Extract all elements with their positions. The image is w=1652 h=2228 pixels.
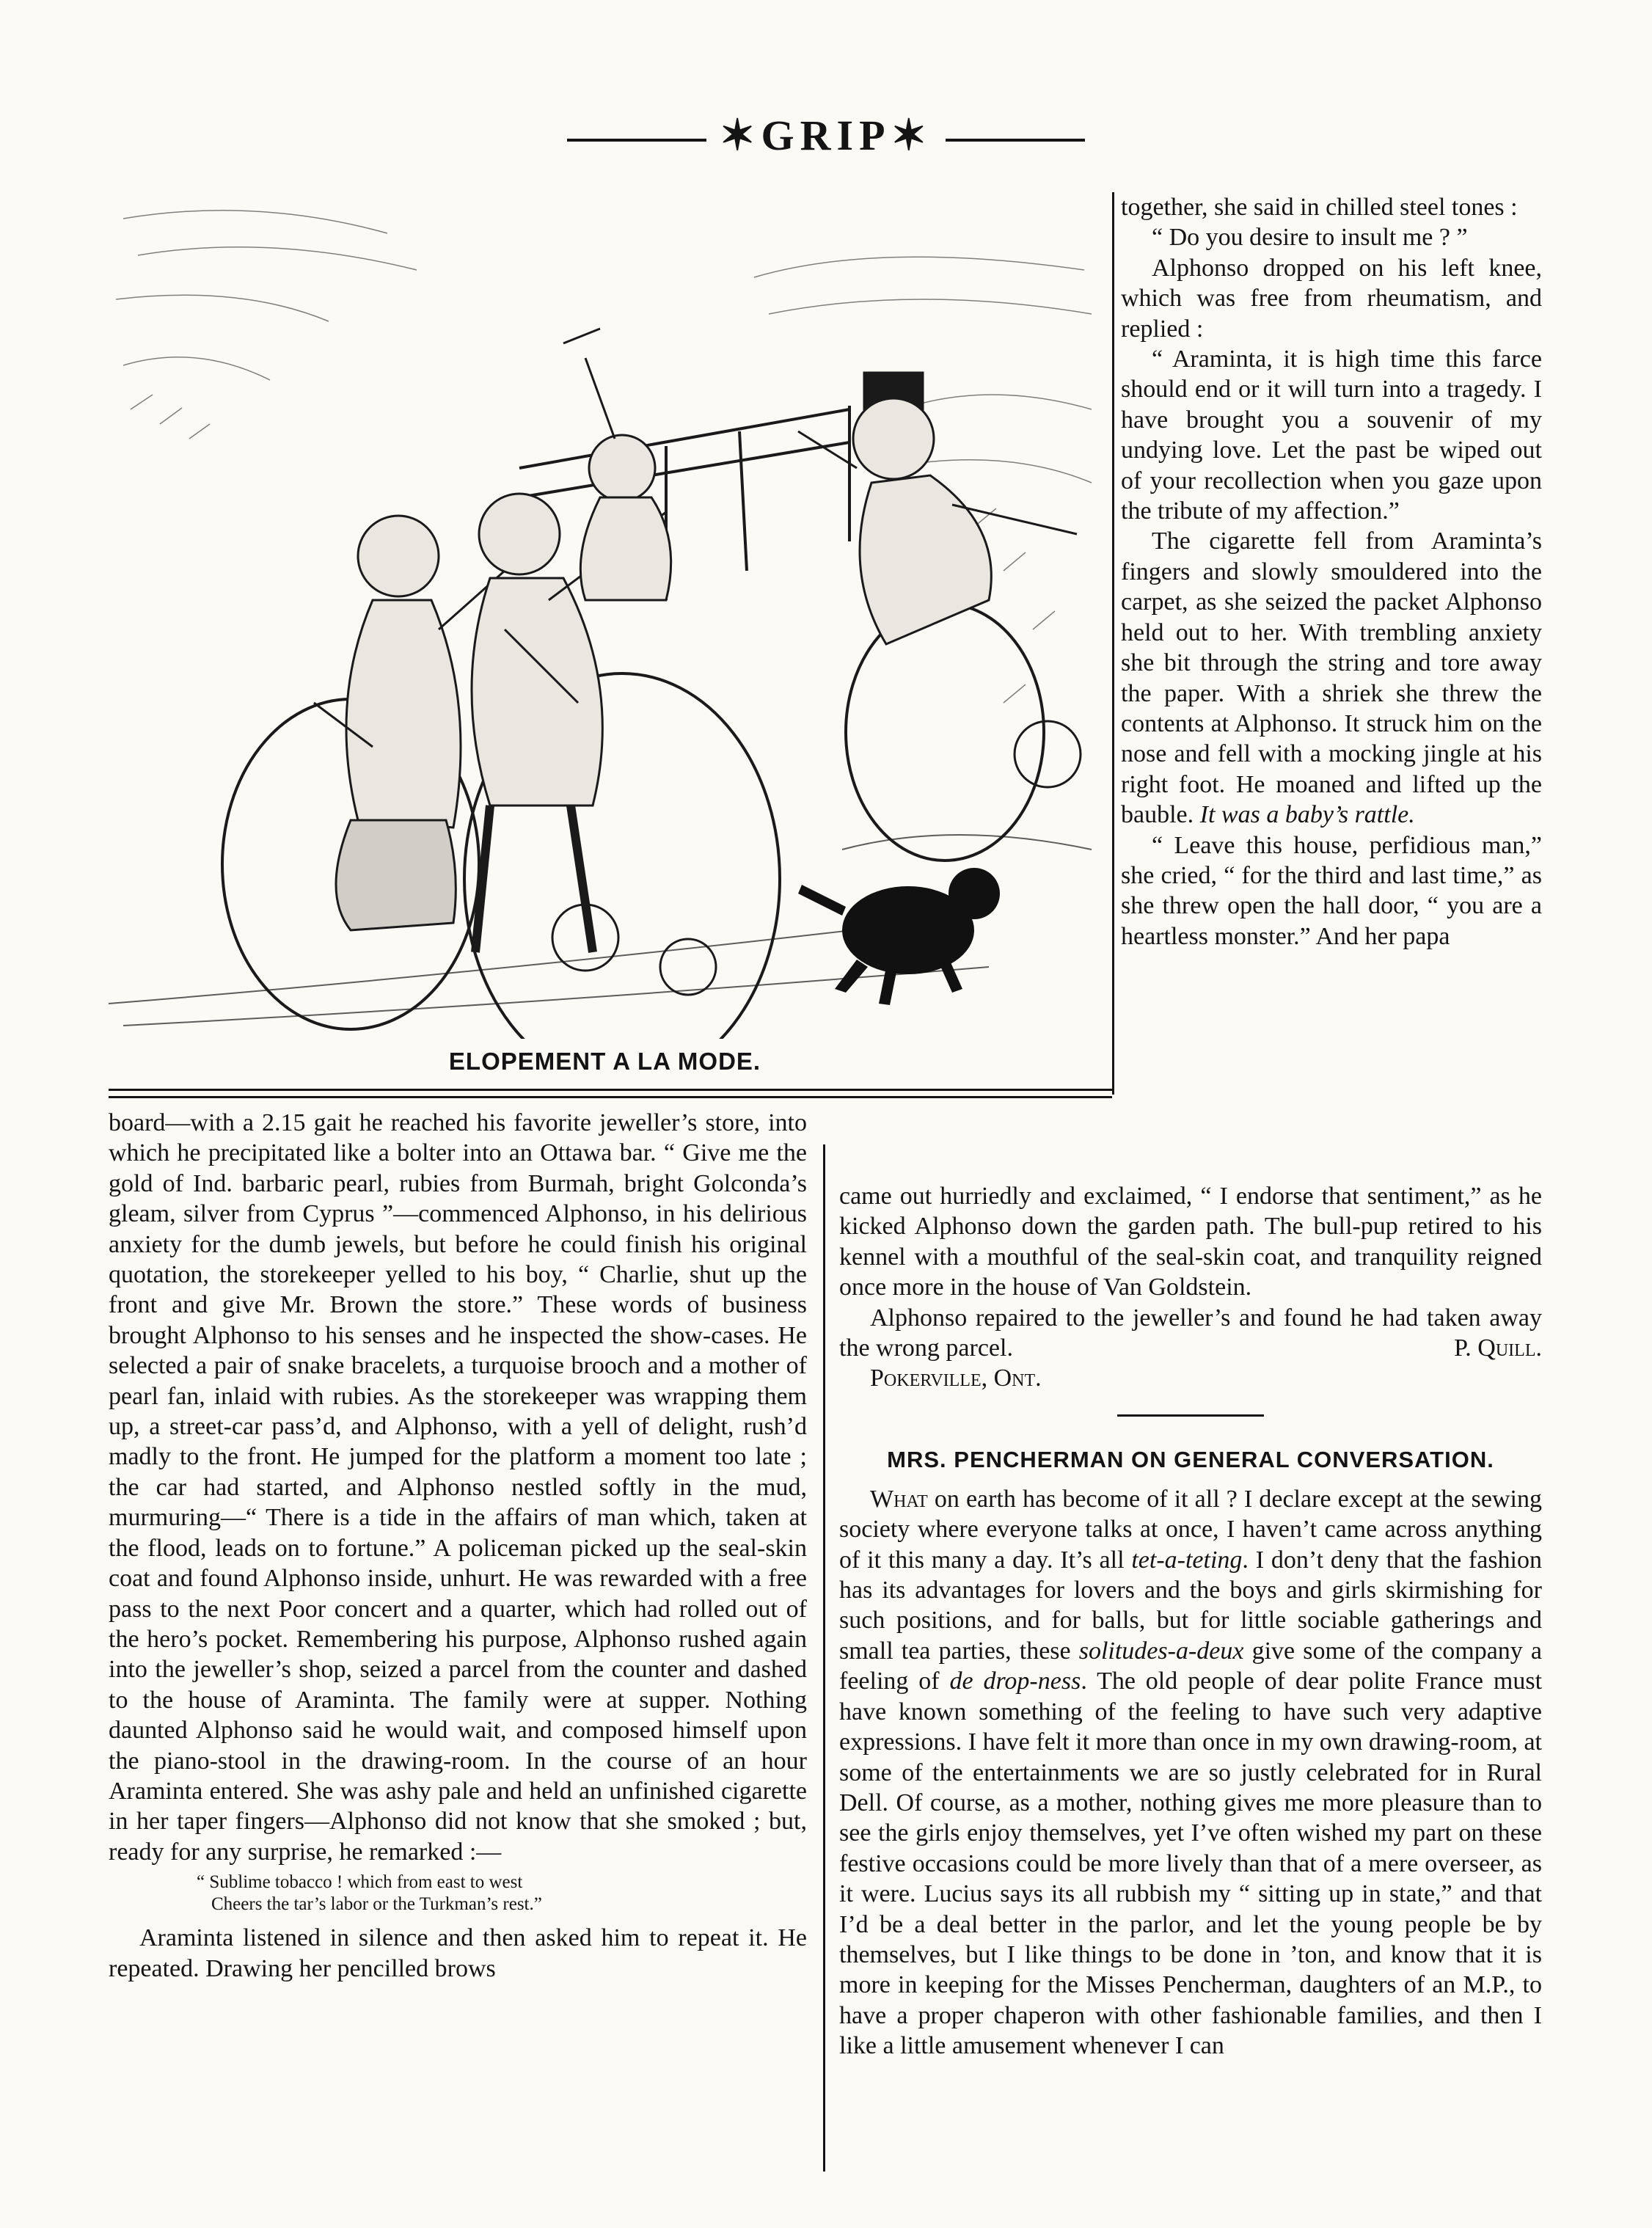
- paragraph-text: . The old people of dear polite France must have known something of the feeling to have such very adaptive expressions. I have felt it more than once in my own drawing-room, at some of the entertainments we are so justly celebrated for in Rural Dell. Of course, as a mother, nothing gives me more pleasure than to see the girls enjoy themselves, yet I’ve often wished my part on these festive occasions could be more lively than that of a mere overseer, as it were. Lucius says its all rubbish my “ sitting up in state,” and that I’d be a deal better in the parlor, and let the young people be by themselves, but I like things to be done in ’ton, and know that it is more in keeping for the Misses Pencherman, daughters of an M.P., to have a proper chaperon with other fashionable families, and then I like a little amusement whenever I can: [839, 1668, 1543, 2060]
- fence: [519, 406, 849, 600]
- right-column-top: [1121, 192, 1542, 952]
- italic-phrase: de drop-ness: [949, 1668, 1081, 1695]
- masthead-title: GRIP: [761, 112, 891, 159]
- paragraph: “ Leave this house, perfidious man,” she cried, “ for the third and last time,” as she threw open the hall door, “ you are a heartless monster.” And her papa: [1121, 831, 1542, 950]
- verse-quotation: [197, 1871, 807, 1915]
- right-column-bottom: [839, 1181, 1542, 2061]
- paragraph-text: on earth has become of it all ? I declare except at the sewing society where everyone talks at once, I haven’t came across anything of it this many a day. It’s all: [839, 1485, 1542, 1574]
- paragraph: “ Do you desire to insult me ? ”: [1152, 224, 1468, 252]
- column-rule-upper: [1112, 192, 1114, 1095]
- signature: P. Quill.: [1454, 1334, 1542, 1362]
- section-divider: [1117, 1414, 1264, 1417]
- masthead-star-left-icon: ✶: [719, 112, 761, 159]
- paragraph: [839, 1484, 1542, 2061]
- italic-phrase: solitudes-a-deux: [1078, 1637, 1244, 1665]
- pursuer-man-with-hat: [798, 373, 1077, 644]
- verse-line: “ Sublime tobacco ! which from east to west: [197, 1872, 523, 1893]
- paragraph: “ Araminta, it is high time this farce should end or it will turn into a tragedy. I have brought you a souvenir of my undying love. Let the past be wiped out of your recollection when you gaze upon the tribute of my affection.”: [1121, 346, 1542, 525]
- paragraph-text: The cigarette fell from Araminta’s fingers and slowly smouldered into the carpet, as she seized the packet Alphonso held out to her. With trembling anxiety she bit through the string and tore away the paper. With a shriek she threw the contents at Alphonso. It struck him on the nose and fell with a mocking jingle at his right foot. He moaned and lifted up the bauble.: [1121, 527, 1542, 829]
- paragraph-text: give some of the company a feeling of: [839, 1637, 1543, 1695]
- paragraph-text: . I don’t deny that the fashion has its advantages for lovers and the boys and girls skirmishing for such positions, and for balls, but for little sociable gatherings and small tea parties, these: [839, 1546, 1543, 1665]
- paragraph: came out hurriedly and exclaimed, “ I endorse that sentiment,” as he kicked Alphonso down the garden path. The bull-pup retired to his kennel with a mouthful of the seal-skin coat, and tranquility reigned once more in the house of Van Goldstein.: [839, 1183, 1542, 1301]
- caption-rule-bottom: [109, 1096, 1112, 1098]
- masthead: [0, 110, 1652, 160]
- caption-rule-top: [109, 1089, 1112, 1091]
- paragraph: Araminta listened in silence and then asked him to repeat it. He repeated. Drawing her pencilled brows: [109, 1924, 807, 1982]
- paragraph: together, she said in chilled steel tones :: [1121, 194, 1518, 221]
- italic-phrase: It was a baby’s rattle.: [1199, 801, 1415, 829]
- pursuer-figure-waving: [563, 329, 671, 600]
- drop-word: What: [870, 1485, 928, 1513]
- paragraph: [839, 1303, 1542, 1364]
- masthead-rule-left: [567, 139, 706, 142]
- column-rule-lower: [823, 1144, 825, 2172]
- italic-phrase: tet-a-teting: [1131, 1546, 1243, 1574]
- masthead-star-right-icon: ✶: [891, 112, 933, 159]
- section-heading: MRS. PENCHERMAN ON GENERAL CONVERSATION.: [887, 1446, 1494, 1472]
- place-line: Pokerville, Ont.: [870, 1365, 1042, 1392]
- verse-line: Cheers the tar’s labor or the Turkman’s rest.”: [211, 1894, 542, 1915]
- paragraph: [1121, 526, 1542, 830]
- paragraph-text: Alphonso repaired to the jeweller’s and found he had taken away the wrong parcel.: [839, 1304, 1542, 1362]
- left-column: [109, 1108, 807, 1984]
- elopement-illustration: [109, 189, 1101, 1039]
- illustration-caption: ELOPEMENT A LA MODE.: [448, 1048, 761, 1075]
- masthead-rule-right: [946, 139, 1085, 142]
- black-dog: [798, 868, 1000, 1005]
- bicycle-wheel-right: [846, 604, 1044, 861]
- paragraph: board—with a 2.15 gait he reached his favorite jeweller’s store, into which he precipitated like a bolter into an Ottawa bar. “ Give me the gold of Ind. barbaric pearl, rubies from Burmah, bright Golconda’s gleam, silver from Cyprus ”—commenced Alphonso, in his delirious anxiety for the dumb jewels, but before he could finish his original quotation, the storekeeper yelled to his boy, “ Charlie, shut up the front and give Mr. Brown the store.” These words of business brought Alphonso to his senses and he inspected the show-cases. He selected a pair of snake bracelets, a turquoise brooch and a mother of pearl fan, inlaid with rubies. As the storekeeper was wrapping them up, a street-car pass’d, and Alphonso, with a yell of delight, rush’d madly to the front. He jumped for the platform a moment too late ; the car had started, and Alphonso nestled softly in the mud, murmuring—“ There is a tide in the affairs of man which, taken at the flood, leads on to fortune.” A policeman picked up the seal-skin coat and found Alphonso inside, unhurt. He was rewarded with a free pass to the next Poor concert and a quarter, which had rolled out of the hero’s pocket. Remembering his purpose, Alphonso rushed again into the jeweller’s shop, seized a parcel from the counter and dashed to the house of Araminta. The family were at supper. Nothing daunted Alphonso said he would wait, and composed himself upon the piano-stool in the drawing-room. In the course of an hour Araminta entered. She was ashy pale and held an unfinished cigarette in her taper fingers—Alphonso did not know that she smoked ; but, ready for any surprise, he remarked :—: [109, 1109, 807, 1866]
- paragraph: Alphonso dropped on his left knee, which was free from rheumatism, and replied :: [1121, 254, 1542, 343]
